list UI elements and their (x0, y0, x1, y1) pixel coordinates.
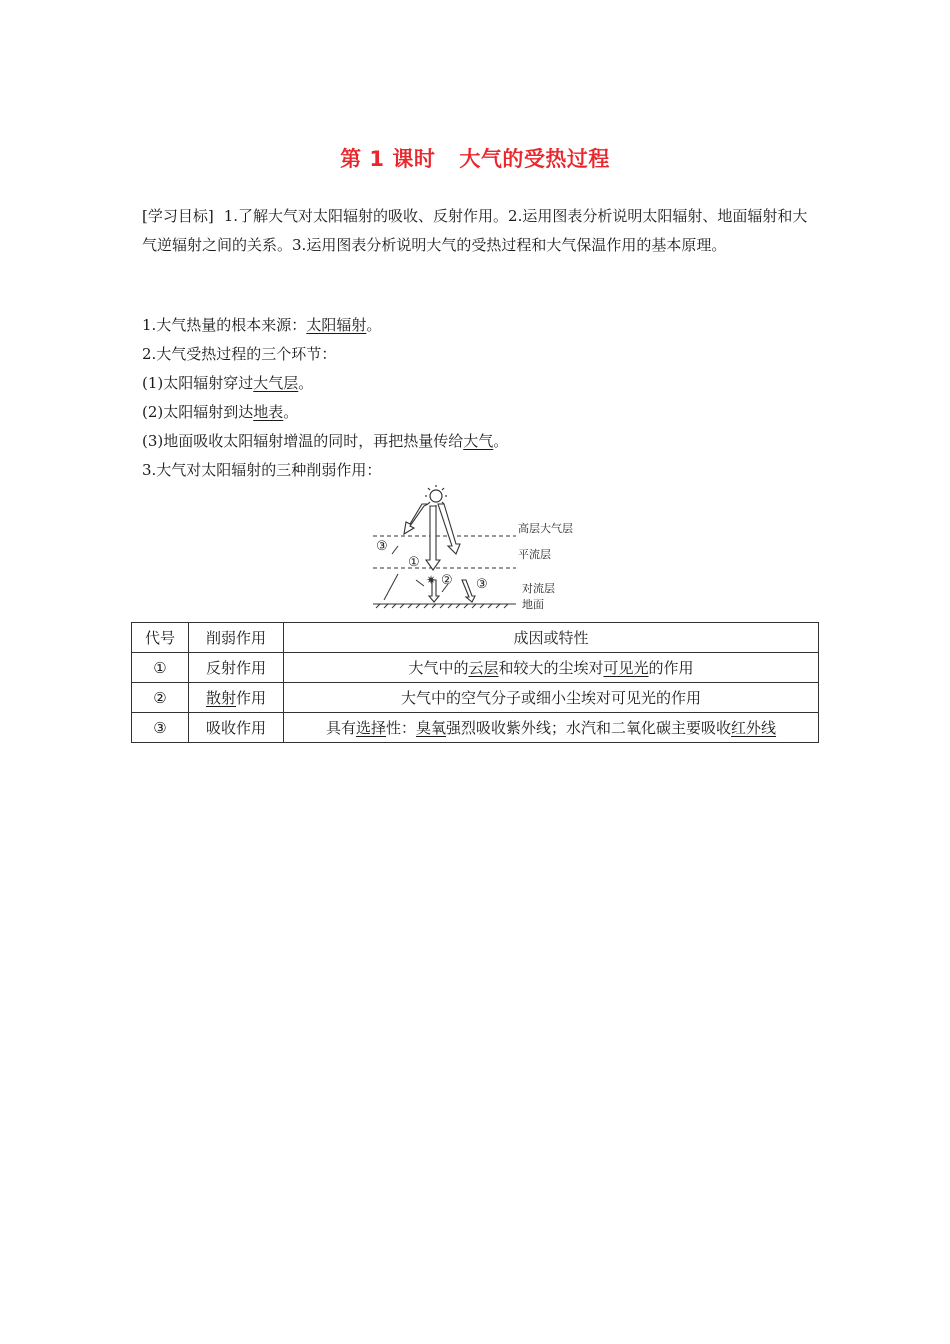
page-title (0, 143, 950, 173)
table-row (132, 713, 819, 743)
lesson-number: 第 1 课时 (340, 147, 436, 171)
answer-selectivity: 选择 (355, 719, 386, 737)
answer-ozone: 臭氧 (416, 719, 447, 737)
line-heat-source: 1.大气热量的根本来源：太阳辐射。 (142, 316, 382, 334)
header-effect: 削弱作用 (189, 623, 284, 653)
label-troposphere: 对流层 (522, 582, 555, 595)
row-cause: 大气中的云层和较大的尘埃对可见光的作用 (284, 653, 819, 683)
header-code: 代号 (132, 623, 189, 653)
scatter-burst-icon: ✷ (426, 573, 437, 587)
row-cause: 大气中的空气分子或细小尘埃对可见光的作用 (284, 683, 819, 713)
row-effect: 反射作用 (189, 653, 284, 683)
line-stage-1: (1)太阳辐射穿过大气层。 (142, 374, 314, 392)
lesson-topic: 大气的受热过程 (459, 147, 610, 171)
marker-2: ② (441, 573, 453, 588)
table-header-row (132, 623, 819, 653)
row-code: ① (132, 653, 189, 683)
ground-surface (373, 604, 516, 608)
row-effect: 散射作用 (189, 683, 284, 713)
row-cause: 具有选择性：臭氧强烈吸收紫外线；水汽和二氧化碳主要吸收红外线 (284, 713, 819, 743)
line-weakening-effects: 3.大气对太阳辐射的三种削弱作用： (142, 461, 382, 479)
line-stage-3: (3)地面吸收太阳辐射增温的同时，再把热量传给大气。 (142, 432, 509, 450)
answer-infrared: 红外线 (731, 719, 777, 737)
line-three-stages: 2.大气受热过程的三个环节： (142, 345, 337, 363)
learning-goals (142, 202, 812, 260)
content-lines (142, 311, 822, 485)
line-stage-2: (2)太阳辐射到达地表。 (142, 403, 299, 421)
label-ground: 地面 (522, 598, 544, 611)
answer-surface: 地表 (253, 403, 284, 421)
answer-scattering: 散射 (205, 689, 236, 707)
weakening-table (131, 622, 819, 743)
answer-atmosphere-layer: 大气层 (253, 374, 299, 392)
scatter-ray-3 (416, 580, 424, 586)
answer-cloud-layer: 云层 (468, 659, 499, 677)
ground-ray-arrow-2 (462, 580, 475, 602)
answer-atmosphere: 大气 (463, 432, 494, 450)
row-code: ③ (132, 713, 189, 743)
table-row (132, 653, 819, 683)
atmosphere-diagram (368, 484, 598, 614)
goals-tag: [学习目标] (142, 207, 214, 225)
absorbed-ray-arrow (438, 504, 460, 554)
answer-solar-radiation: 太阳辐射 (306, 316, 367, 334)
label-stratosphere: 平流层 (518, 548, 551, 561)
reflected-ray-arrow (404, 504, 428, 534)
marker-3-upper: ③ (376, 539, 388, 554)
marker-1: ① (408, 555, 420, 570)
scatter-ray-1 (392, 546, 398, 554)
row-effect: 吸收作用 (189, 713, 284, 743)
scatter-ray-2 (384, 574, 398, 600)
marker-3-lower: ③ (476, 577, 488, 592)
header-cause: 成因或特性 (284, 623, 819, 653)
answer-visible-light: 可见光 (603, 659, 649, 677)
goals-text: 1.了解大气对太阳辐射的吸收、反射作用。2.运用图表分析说明太阳辐射、地面辐射和大气逆辐射之间的关系。3.运用图表分析说明大气的受热过程和大气保温作用的基本原理。 (142, 207, 808, 254)
table-row (132, 683, 819, 713)
row-code: ② (132, 683, 189, 713)
direct-ray-arrow (426, 506, 440, 570)
label-upper-atmosphere: 高层大气层 (518, 522, 573, 535)
